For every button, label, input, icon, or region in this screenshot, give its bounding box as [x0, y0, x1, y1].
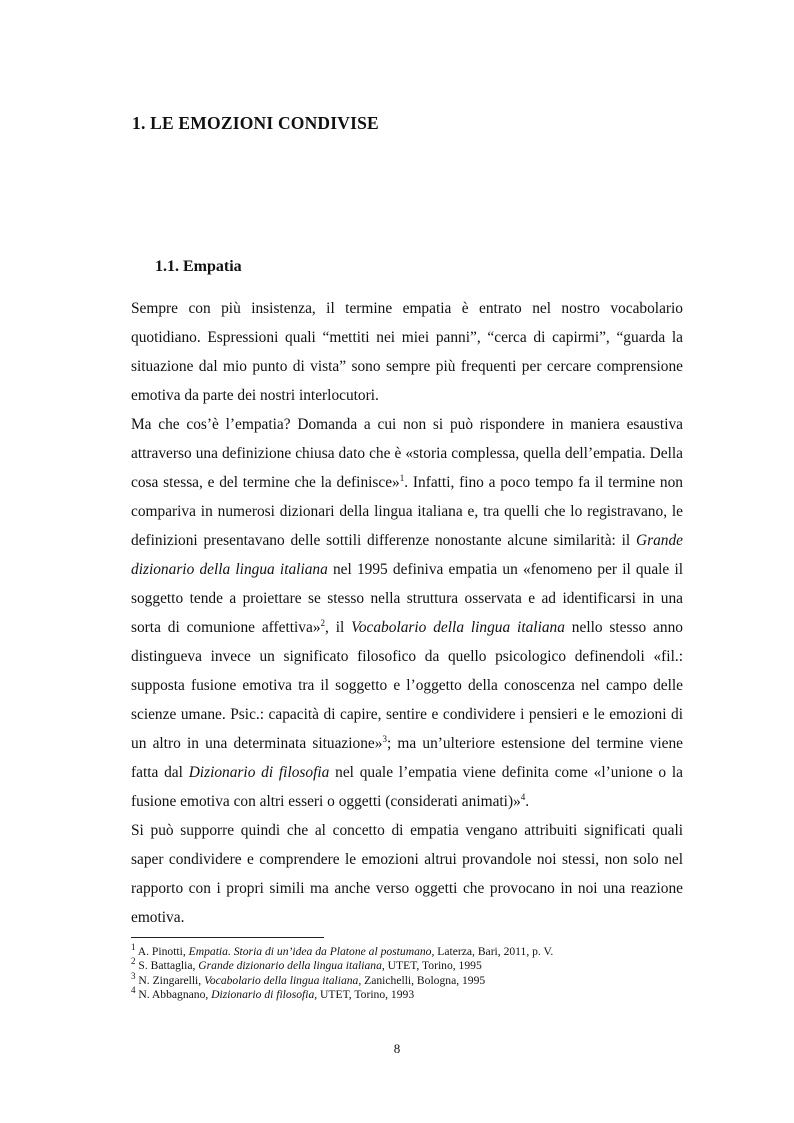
text-run: , il	[325, 619, 352, 636]
footnote	[131, 942, 691, 959]
text-run: . Infatti, fino a poco tempo fa il termine non compariva in numerosi dizionari della lingua italiana e, tra quelli che lo registravano, le definizioni presentavano delle sottili differenze nonostante alcune similarità: il	[131, 474, 683, 549]
book-title: Grande dizionario della lingua italiana	[131, 532, 683, 578]
footnote-number: 1	[131, 942, 136, 953]
footnote-author: S. Battaglia,	[135, 959, 199, 973]
text-run: nel 1995 definiva empatia un «fenomeno per il quale il soggetto tende a proiettare se stesso nella struttura osservata e ad identificarsi in una sorta di comunione affettiva»	[131, 561, 683, 636]
footnote-title: Dizionario di filosofia,	[211, 988, 318, 1002]
footnote	[131, 970, 691, 988]
footnote-author: A. Pinotti,	[135, 945, 189, 958]
book-title: Vocabolario della lingua italiana	[351, 619, 565, 636]
footnote-ref: 4	[520, 791, 526, 802]
footnote-author: N. Abbagnano,	[135, 988, 212, 1002]
paragraph: Si può supporre quindi che al concetto di empatia vengano attribuiti significati quali saper condividere e comprendere le emozioni altrui provandole noi stessi, non solo nel rapporto con i propri simili ma anche verso oggetti che provocano in noi una reazione emotiva.	[131, 822, 683, 926]
text-run: nello stesso anno distingueva invece un significato filosofico da quello psicologico definendoli «fil.: supposta fusione emotiva tra il soggetto e l’oggetto della conoscenza nel campo delle scienze umane. Psic.: capacità di capire, sentire e condividere i pensieri e le emozioni di un altro in una determinata situazione»	[131, 619, 683, 752]
footnote-publisher: UTET, Torino, 1995	[384, 959, 482, 973]
body-text	[131, 294, 683, 932]
footnote	[131, 985, 691, 1002]
footnotes	[131, 942, 691, 1003]
book-title: Dizionario di filosofia	[188, 764, 330, 781]
footnote-ref: 2	[320, 617, 326, 628]
footnote	[131, 956, 691, 973]
footnote-publisher: Laterza, Bari, 2011, p. V.	[434, 945, 554, 958]
section-title: 1.1. Empatia	[155, 258, 242, 275]
footnote-number: 2	[131, 956, 136, 967]
footnote-title: Grande dizionario della lingua italiana,	[198, 959, 385, 973]
footnote-publisher: UTET, Torino, 1993	[317, 988, 415, 1002]
footnote-number: 4	[131, 985, 136, 996]
text-run: nel quale l’empatia viene definita come «l’unione o la fusione emotiva con altri esseri o oggetti (considerati animati)»	[131, 764, 683, 810]
text-run: .	[525, 793, 530, 810]
footnote-author: N. Zingarelli,	[135, 973, 205, 987]
page-number: 8	[393, 1041, 401, 1056]
paragraph: Sempre con più insistenza, il termine empatia è entrato nel nostro vocabolario quotidiano. Espressioni quali “mettiti nei miei panni”, “cerca di capirmi”, “guarda la situazione dal mio punto di vista” sono sempre più frequenti per cercare comprensione emotiva da parte dei nostri interlocutori.	[131, 300, 683, 404]
chapter-title: 1. LE EMOZIONI CONDIVISE	[132, 113, 379, 133]
footnote-number: 3	[131, 970, 136, 981]
footnote-title: Vocabolario della lingua italiana,	[204, 973, 362, 987]
text-run: Ma che cos’è l’empatia? Domanda a cui non si può rispondere in maniera esaustiva attraverso una definizione chiusa dato che è «storia complessa, quella dell’empatia. Della cosa stessa, e del termine che la definisce»	[131, 416, 683, 491]
paragraph	[131, 410, 683, 816]
footnote-publisher: Zanichelli, Bologna, 1995	[361, 973, 486, 987]
footnote-ref: 1	[399, 472, 405, 483]
footnote-title: Empatia. Storia di un’idea da Platone al postumano,	[188, 945, 435, 958]
text-run: ; ma un’ulteriore estensione del termine viene fatta dal	[131, 735, 683, 781]
footnote-ref: 3	[382, 733, 387, 744]
footnote-separator	[131, 937, 324, 938]
